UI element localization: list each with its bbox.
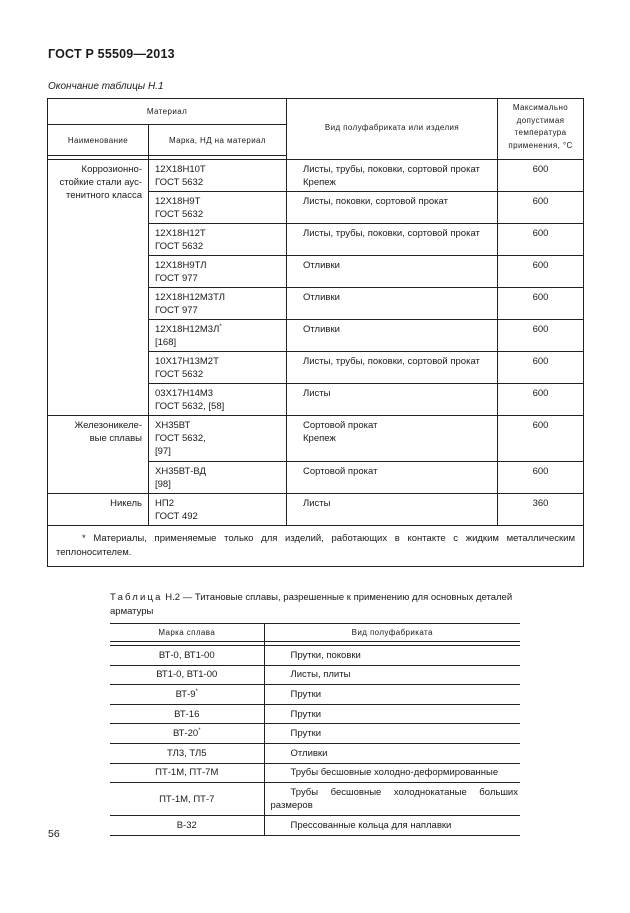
semi-product-cell: Трубы бесшовные холоднокатаные больших размеров (264, 783, 520, 816)
temperature-cell: 600 (498, 462, 584, 494)
materials-table (47, 98, 584, 567)
semi-product-cell: Листы, плиты (264, 665, 520, 685)
semi-product-cell: Прутки (264, 704, 520, 724)
table-footnote: * Материалы, применяемые только для изделий, работающих в контакте с жидким металлическим теплоносителем. (48, 526, 584, 567)
table2-caption: Таблица Н.2 — Титановые сплавы, разрешенные к применению для основных деталей арматуры (110, 592, 513, 617)
header-max-temperature: Максимально допустимая температура применения, °С (498, 99, 584, 156)
semi-product-cell: Прутки (264, 685, 520, 705)
temperature-cell: 600 (498, 384, 584, 416)
header-semi-product: Вид полуфабриката (264, 624, 520, 642)
kind-cell: Листы, трубы, поковки, сортовой прокат Крепеж (287, 160, 498, 192)
group-name: Железоникеле- вые сплавы (48, 416, 149, 494)
kind-cell: Сортовой прокат Крепеж (287, 416, 498, 462)
semi-product-cell: Прутки, поковки (264, 646, 520, 666)
grade-cell: 03Х17Н14М3 ГОСТ 5632, [58] (149, 384, 287, 416)
alloy-grade-cell: ВТ-16 (110, 704, 264, 724)
temperature-cell: 600 (498, 352, 584, 384)
kind-cell: Листы (287, 384, 498, 416)
temperature-cell: 600 (498, 256, 584, 288)
group-name: Никель (48, 494, 149, 526)
header-grade: Марка, НД на материал (149, 125, 287, 156)
grade-cell: 10Х17Н13М2Т ГОСТ 5632 (149, 352, 287, 384)
semi-product-cell: Отливки (264, 743, 520, 763)
grade-cell: 12Х18Н10Т ГОСТ 5632 (149, 160, 287, 192)
alloy-grade-cell: ВТ-9* (110, 685, 264, 705)
alloy-grade-cell: ВТ1-0, ВТ1-00 (110, 665, 264, 685)
alloy-grade-cell: В-32 (110, 816, 264, 836)
page-number: 56 (48, 828, 60, 840)
header-material: Материал (48, 99, 287, 125)
semi-product-cell: Прутки (264, 724, 520, 744)
kind-cell: Листы (287, 494, 498, 526)
kind-cell: Листы, поковки, сортовой прокат (287, 192, 498, 224)
kind-cell: Отливки (287, 320, 498, 352)
kind-cell: Листы, трубы, поковки, сортовой прокат (287, 352, 498, 384)
temperature-cell: 600 (498, 192, 584, 224)
kind-cell: Отливки (287, 288, 498, 320)
semi-product-cell: Прессованные кольца для наплавки (264, 816, 520, 836)
header-alloy-grade: Марка сплава (110, 624, 264, 642)
footnote-mark: * (195, 688, 198, 695)
temperature-cell: 600 (498, 224, 584, 256)
temperature-cell: 600 (498, 288, 584, 320)
grade-cell: ХН35ВТ-ВД [98] (149, 462, 287, 494)
temperature-cell: 360 (498, 494, 584, 526)
footnote-mark: * (198, 728, 201, 735)
alloy-grade-cell: ВТ-0, ВТ1-00 (110, 646, 264, 666)
alloy-grade-cell: ТЛ3, ТЛ5 (110, 743, 264, 763)
temperature-cell: 600 (498, 320, 584, 352)
alloy-grade-cell: ВТ-20* (110, 724, 264, 744)
table-continuation-title: Окончание таблицы Н.1 (48, 81, 164, 92)
group-name: Коррозионно- стойкие стали аус- тенитного класса (48, 160, 149, 416)
header-name: Наименование (48, 125, 149, 156)
temperature-cell: 600 (498, 416, 584, 462)
grade-cell: 12Х18Н9ТЛ ГОСТ 977 (149, 256, 287, 288)
grade-cell: 12Х18Н12М3ТЛ ГОСТ 977 (149, 288, 287, 320)
footnote-mark: * (219, 324, 222, 330)
alloy-grade-cell: ПТ-1М, ПТ-7М (110, 763, 264, 783)
grade-cell: 12Х18Н12Т ГОСТ 5632 (149, 224, 287, 256)
semi-product-cell: Трубы бесшовные холодно-деформированные (264, 763, 520, 783)
alloy-grade-cell: ПТ-1М, ПТ-7 (110, 783, 264, 816)
grade-cell: 12Х18Н12М3Л* [168] (149, 320, 287, 352)
kind-cell: Листы, трубы, поковки, сортовой прокат (287, 224, 498, 256)
temperature-cell: 600 (498, 160, 584, 192)
kind-cell: Сортовой прокат (287, 462, 498, 494)
grade-cell: НП2 ГОСТ 492 (149, 494, 287, 526)
titanium-alloys-table (110, 623, 520, 836)
document-code: ГОСТ Р 55509—2013 (48, 47, 175, 61)
grade-cell: 12Х18Н9Т ГОСТ 5632 (149, 192, 287, 224)
kind-cell: Отливки (287, 256, 498, 288)
header-kind: Вид полуфабриката или изделия (287, 99, 498, 156)
grade-cell: ХН35ВТ ГОСТ 5632, [97] (149, 416, 287, 462)
